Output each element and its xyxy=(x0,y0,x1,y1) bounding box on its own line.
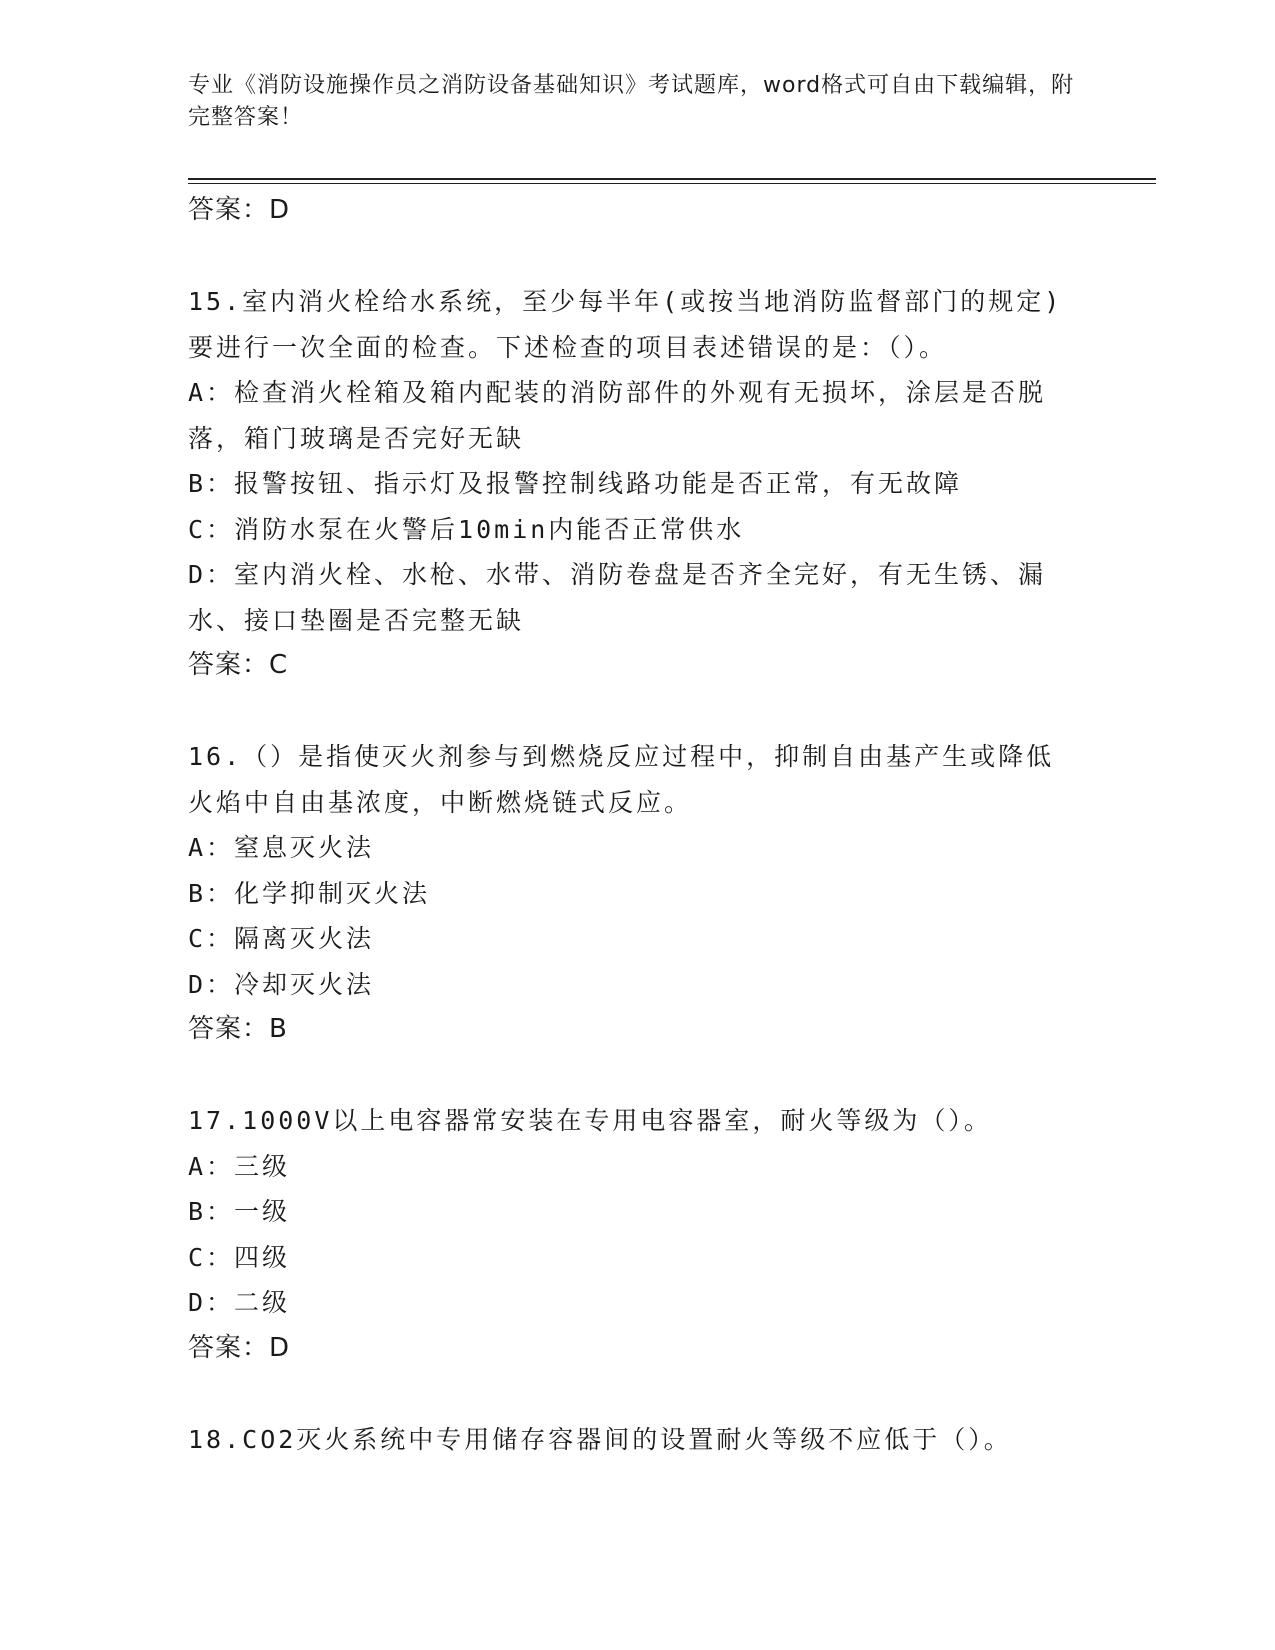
answer-line: 答案：D xyxy=(188,1332,291,1363)
answer-line: 答案：C xyxy=(188,650,289,680)
question-stem: 火焰中自由基浓度，中断燃烧链式反应。 xyxy=(188,787,693,817)
answer-line: 答案：B xyxy=(188,1014,288,1044)
option-c: C：消防水泵在火警后10min内能否正常供水 xyxy=(188,514,745,544)
question-stem: 15.室内消火栓给水系统，至少每半年(或按当地消防监督部门的规定) xyxy=(188,287,1063,316)
option-d: D：冷却灭火法 xyxy=(188,969,375,999)
question-block xyxy=(188,279,1088,689)
question-stem: 17.1000V以上电容器常安装在专用电容器室，耐火等级为（）。 xyxy=(188,1106,992,1135)
option-d: D：二级 xyxy=(188,1288,291,1317)
option-d: D：室内消火栓、水枪、水带、消防卷盘是否齐全完好，有无生锈、漏 xyxy=(188,560,1047,589)
question-stem: 要进行一次全面的检查。下述检查的项目表述错误的是：（）。 xyxy=(188,332,948,362)
option-a: A：窒息灭火法 xyxy=(188,833,375,862)
question-list xyxy=(188,188,1088,1462)
question-block xyxy=(188,734,1088,1053)
question-stem: 16.（）是指使灭火剂参与到燃烧反应过程中，抑制自由基产生或降低 xyxy=(188,742,1055,771)
option-d-continued: 水、接口垫圈是否完整无缺 xyxy=(188,605,525,635)
option-b: B：报警按钮、指示灯及报警控制线路功能是否正常，有无故障 xyxy=(188,469,963,498)
option-c: C：四级 xyxy=(188,1242,291,1272)
answer-line: 答案：D xyxy=(188,195,291,225)
option-a: A：检查消火栓箱及箱内配装的消防部件的外观有无损坏，涂层是否脱 xyxy=(188,378,1047,407)
page-header-text: 专业《消防设施操作员之消防设备基础知识》考试题库，word格式可自由下载编辑，附完整答案！ xyxy=(188,73,1075,130)
header-divider-thin xyxy=(188,183,1156,184)
question-block xyxy=(188,1417,1088,1463)
question-stem: 18.CO2灭火系统中专用储存容器间的设置耐火等级不应低于（）。 xyxy=(188,1424,1012,1454)
option-b: B：一级 xyxy=(188,1197,291,1226)
option-a-continued: 落，箱门玻璃是否完好无缺 xyxy=(188,423,525,453)
header-divider xyxy=(188,178,1156,180)
option-b: B：化学抑制灭火法 xyxy=(188,878,431,908)
option-c: C：隔离灭火法 xyxy=(188,924,375,953)
question-block xyxy=(188,1098,1088,1371)
option-a: A：三级 xyxy=(188,1151,291,1181)
